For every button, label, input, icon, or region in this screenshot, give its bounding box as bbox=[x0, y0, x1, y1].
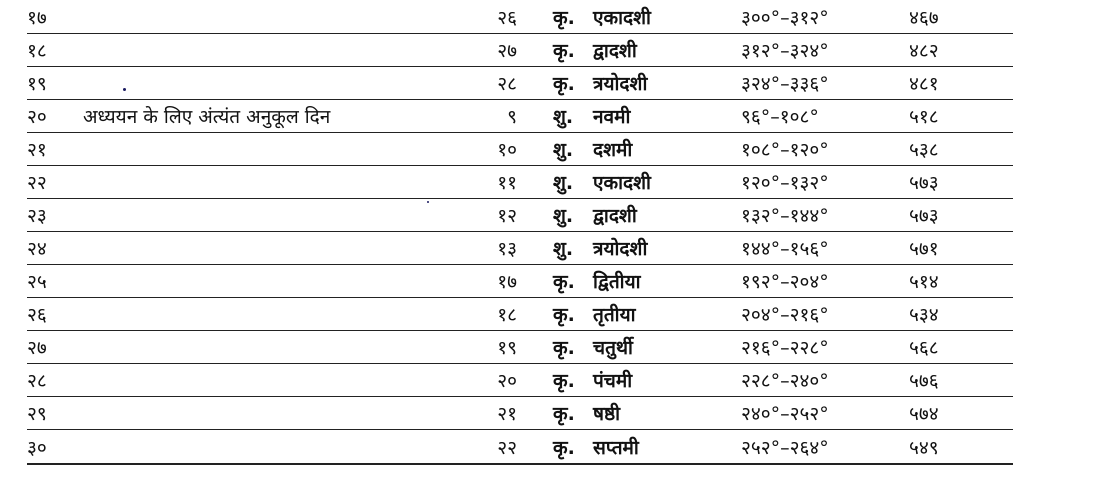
tithi-name: एकादशी bbox=[593, 172, 651, 194]
row-note: अध्ययन के लिए अंत्यंत अनुकूल दिन bbox=[83, 106, 331, 128]
paksha-label: कृ. bbox=[553, 6, 575, 29]
tithi-name: द्वादशी bbox=[593, 40, 637, 62]
stray-dot bbox=[427, 201, 429, 203]
day-number: १८ bbox=[497, 304, 517, 326]
degree-range: ९६°–१०८° bbox=[741, 106, 819, 128]
day-number: २६ bbox=[497, 6, 517, 29]
row-number: २८ bbox=[27, 370, 47, 392]
row-value: ५७३ bbox=[909, 172, 939, 194]
row-note bbox=[83, 166, 443, 198]
day-number: २८ bbox=[497, 73, 517, 95]
table-row bbox=[27, 265, 1013, 298]
day-number: २७ bbox=[497, 40, 517, 62]
row-note bbox=[83, 232, 443, 264]
day-number: १० bbox=[497, 139, 517, 161]
row-number: ३० bbox=[27, 436, 47, 459]
paksha-label: कृ. bbox=[553, 73, 575, 95]
table-row bbox=[27, 364, 1013, 397]
paksha-label: कृ. bbox=[553, 304, 575, 326]
table-row bbox=[27, 331, 1013, 364]
row-note bbox=[83, 430, 443, 463]
paksha-label: शु. bbox=[553, 139, 574, 161]
row-note bbox=[83, 133, 443, 165]
degree-range: १३२°–१४४° bbox=[741, 205, 829, 227]
table-row bbox=[27, 430, 1013, 465]
day-number: ९ bbox=[507, 106, 517, 128]
tithi-name: एकादशी bbox=[593, 6, 651, 29]
day-number: १९ bbox=[497, 337, 517, 359]
stray-dot bbox=[123, 88, 126, 91]
row-note bbox=[83, 67, 443, 99]
row-value: ५१४ bbox=[909, 271, 939, 293]
row-value: ५६८ bbox=[909, 337, 939, 359]
day-number: २१ bbox=[497, 403, 517, 425]
row-value: ४८२ bbox=[909, 40, 939, 62]
degree-range: २२८°–२४०° bbox=[741, 370, 829, 392]
table-row bbox=[27, 67, 1013, 100]
table-row bbox=[27, 199, 1013, 232]
tithi-name: द्वितीया bbox=[593, 271, 641, 293]
degree-range: ३२४°–३३६° bbox=[741, 73, 829, 95]
table-row bbox=[27, 34, 1013, 67]
tithi-name: नवमी bbox=[593, 106, 631, 128]
table-row bbox=[27, 298, 1013, 331]
row-number: १९ bbox=[27, 73, 47, 95]
row-number: २३ bbox=[27, 205, 47, 227]
row-number: २१ bbox=[27, 139, 47, 161]
tithi-name: चतुर्थी bbox=[593, 337, 633, 359]
row-note bbox=[83, 0, 443, 33]
day-number: ११ bbox=[497, 172, 517, 194]
paksha-label: शु. bbox=[553, 238, 574, 260]
degree-range: १२०°–१३२° bbox=[741, 172, 829, 194]
day-number: १७ bbox=[497, 271, 517, 293]
row-note bbox=[83, 397, 443, 429]
degree-range: १४४°–१५६° bbox=[741, 238, 829, 260]
row-number: २७ bbox=[27, 337, 47, 359]
tithi-name: पंचमी bbox=[593, 370, 633, 392]
table-row bbox=[27, 166, 1013, 199]
paksha-label: कृ. bbox=[553, 40, 575, 62]
row-note bbox=[83, 298, 443, 330]
row-value: ५७६ bbox=[909, 370, 939, 392]
tithi-name: द्वादशी bbox=[593, 205, 637, 227]
degree-range: ३००°–३१२° bbox=[741, 6, 829, 29]
paksha-label: शु. bbox=[553, 106, 574, 128]
day-number: १३ bbox=[497, 238, 517, 260]
row-value: ४६७ bbox=[909, 6, 939, 29]
tithi-name: त्रयोदशी bbox=[593, 73, 648, 95]
row-value: ५३४ bbox=[909, 304, 939, 326]
table-row bbox=[27, 100, 1013, 133]
row-value: ४८१ bbox=[909, 73, 939, 95]
tithi-table bbox=[27, 0, 1013, 465]
row-value: ५७१ bbox=[909, 238, 939, 260]
paksha-label: कृ. bbox=[553, 403, 575, 425]
degree-range: १०८°–१२०° bbox=[741, 139, 829, 161]
row-value: ५७४ bbox=[909, 403, 939, 425]
row-value: ५३८ bbox=[909, 139, 939, 161]
paksha-label: शु. bbox=[553, 172, 574, 194]
paksha-label: शु. bbox=[553, 205, 574, 227]
row-number: २० bbox=[27, 106, 47, 128]
row-note bbox=[83, 199, 443, 231]
degree-range: १९२°–२०४° bbox=[741, 271, 829, 293]
day-number: १२ bbox=[497, 205, 517, 227]
day-number: २० bbox=[497, 370, 517, 392]
row-number: १८ bbox=[27, 40, 47, 62]
row-note bbox=[83, 364, 443, 396]
degree-range: २४०°–२५२° bbox=[741, 403, 829, 425]
row-number: २६ bbox=[27, 304, 47, 326]
degree-range: २५२°–२६४° bbox=[741, 436, 829, 459]
tithi-name: तृतीया bbox=[593, 304, 636, 326]
row-number: २२ bbox=[27, 172, 47, 194]
table-row bbox=[27, 133, 1013, 166]
paksha-label: कृ. bbox=[553, 370, 575, 392]
paksha-label: कृ. bbox=[553, 436, 575, 459]
table-row bbox=[27, 397, 1013, 430]
day-number: २२ bbox=[497, 436, 517, 459]
row-note bbox=[83, 265, 443, 297]
row-value: ५४९ bbox=[909, 436, 939, 459]
row-number: १७ bbox=[27, 6, 47, 29]
row-note bbox=[83, 331, 443, 363]
degree-range: २१६°–२२८° bbox=[741, 337, 829, 359]
tithi-name: सप्तमी bbox=[593, 436, 639, 459]
row-number: २९ bbox=[27, 403, 47, 425]
tithi-name: दशमी bbox=[593, 139, 633, 161]
row-number: २४ bbox=[27, 238, 47, 260]
tithi-name: षष्ठी bbox=[593, 403, 621, 425]
row-value: ५७३ bbox=[909, 205, 939, 227]
table-row bbox=[27, 0, 1013, 34]
row-note bbox=[83, 34, 443, 66]
paksha-label: कृ. bbox=[553, 271, 575, 293]
degree-range: ३१२°–३२४° bbox=[741, 40, 829, 62]
tithi-name: त्रयोदशी bbox=[593, 238, 648, 260]
row-value: ५१८ bbox=[909, 106, 939, 128]
paksha-label: कृ. bbox=[553, 337, 575, 359]
row-number: २५ bbox=[27, 271, 47, 293]
table-row bbox=[27, 232, 1013, 265]
degree-range: २०४°–२१६° bbox=[741, 304, 829, 326]
